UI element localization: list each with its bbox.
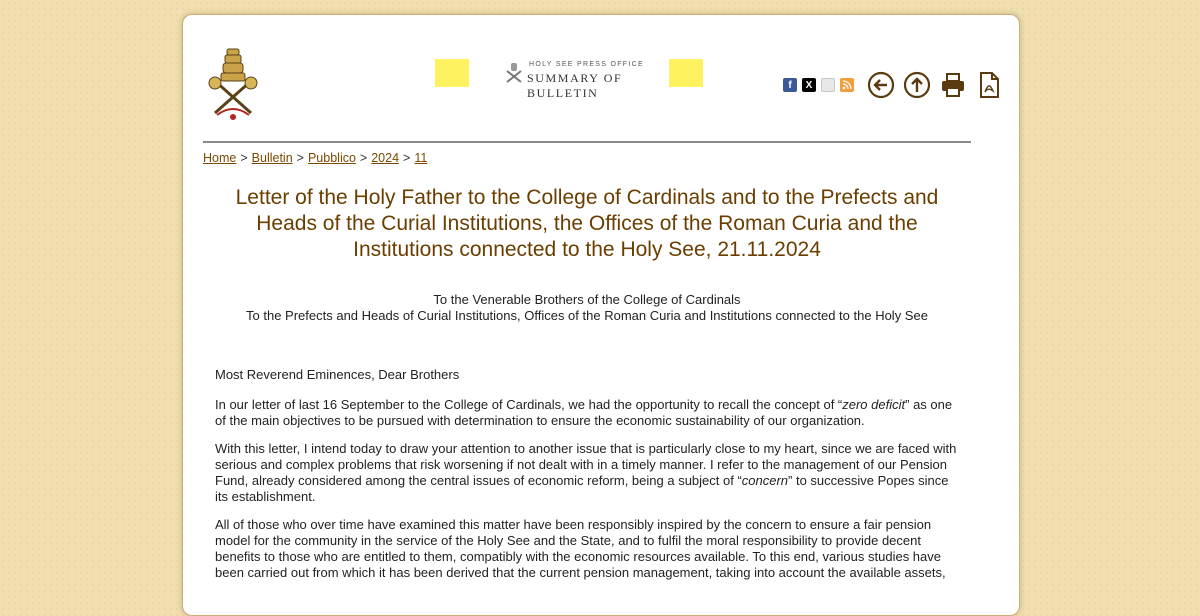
addressee-line-2: To the Prefects and Heads of Curial Institutions, Offices of the Roman Curia and Institutions connected to the Holy See bbox=[246, 308, 928, 323]
up-icon[interactable] bbox=[903, 71, 931, 99]
paragraph-1-text-a: In our letter of last 16 September to the College of Cardinals, we had the opportunity to recall the concept of “ bbox=[215, 397, 843, 412]
addressee-line-1: To the Venerable Brothers of the College of Cardinals bbox=[433, 292, 741, 307]
greeting: Most Reverend Eminences, Dear Brothers bbox=[215, 367, 460, 382]
breadcrumb-bulletin[interactable]: Bulletin bbox=[251, 151, 293, 165]
page-title: Letter of the Holy Father to the College of Cardinals and to the Prefects and Heads of the Curial Institutions, the Offices of the Roman Curia and the Institutions connected to the Holy See, 21.11.2024 bbox=[235, 186, 939, 261]
addressees bbox=[203, 292, 971, 324]
banner-center bbox=[469, 59, 669, 100]
paragraph-2-text-b: ” to successive Popes since its establishment. bbox=[215, 473, 949, 504]
paragraph-2 bbox=[215, 441, 957, 505]
breadcrumb-month[interactable]: 11 bbox=[414, 151, 428, 165]
breadcrumb-pubblico[interactable]: Pubblico bbox=[307, 151, 356, 165]
banner-big-text: SUMMARY OF BULLETIN bbox=[527, 71, 623, 100]
breadcrumb: Home > Bulletin > Pubblico > 2024 > 11 bbox=[203, 151, 428, 165]
banner-right-accent bbox=[669, 59, 703, 87]
pdf-icon[interactable] bbox=[975, 71, 1003, 99]
email-icon[interactable] bbox=[821, 78, 835, 92]
holy-see-crest-icon bbox=[203, 47, 263, 121]
breadcrumb-home[interactable]: Home bbox=[203, 151, 237, 165]
paragraph-3: All of those who over time have examined this matter have been responsibly inspired by the concern to ensure a fair pension model for the community in the service of the Holy See and the State, and to fulfil the moral responsibility to provide decent benefits to those who are entitled to them, compatibly with the economic resources available. To this end, various studies have been carried out from which it has been derived that the current pension management, taking into account the available assets, bbox=[215, 517, 946, 580]
paragraph-2-emphasis: concern bbox=[741, 473, 789, 488]
letter-body bbox=[215, 367, 957, 593]
breadcrumb-year[interactable]: 2024 bbox=[371, 151, 400, 165]
paragraph-2-text-a: With this letter, I intend today to draw your attention to another issue that is particularly close to my heart, since we are faced with serious and complex problems that risk worsening if not dealt with in a timely manner. I refer to the management of our Pension Fund, already considered among the central issues of economic reform, being a subject of “ bbox=[215, 441, 957, 488]
mini-crest-icon bbox=[505, 63, 523, 83]
content-card bbox=[182, 14, 1020, 616]
banner-left-accent bbox=[435, 59, 469, 87]
header-divider bbox=[203, 141, 971, 143]
back-icon[interactable] bbox=[867, 71, 895, 99]
x-icon[interactable]: X bbox=[802, 78, 816, 92]
share-toolbar bbox=[783, 70, 1003, 100]
paragraph-1-emphasis: zero deficit bbox=[842, 397, 906, 412]
print-icon[interactable] bbox=[939, 71, 967, 99]
summary-of-bulletin-banner[interactable] bbox=[435, 59, 703, 100]
paragraph-1 bbox=[215, 397, 957, 429]
rss-icon[interactable] bbox=[840, 78, 854, 92]
facebook-icon[interactable]: f bbox=[783, 78, 797, 92]
banner-small-text: HOLY SEE PRESS OFFICE bbox=[529, 61, 644, 68]
paragraph-1-text-b: ” as one of the main objectives to be pursued with determination to ensure the economic sustainability of our organization. bbox=[215, 397, 953, 428]
